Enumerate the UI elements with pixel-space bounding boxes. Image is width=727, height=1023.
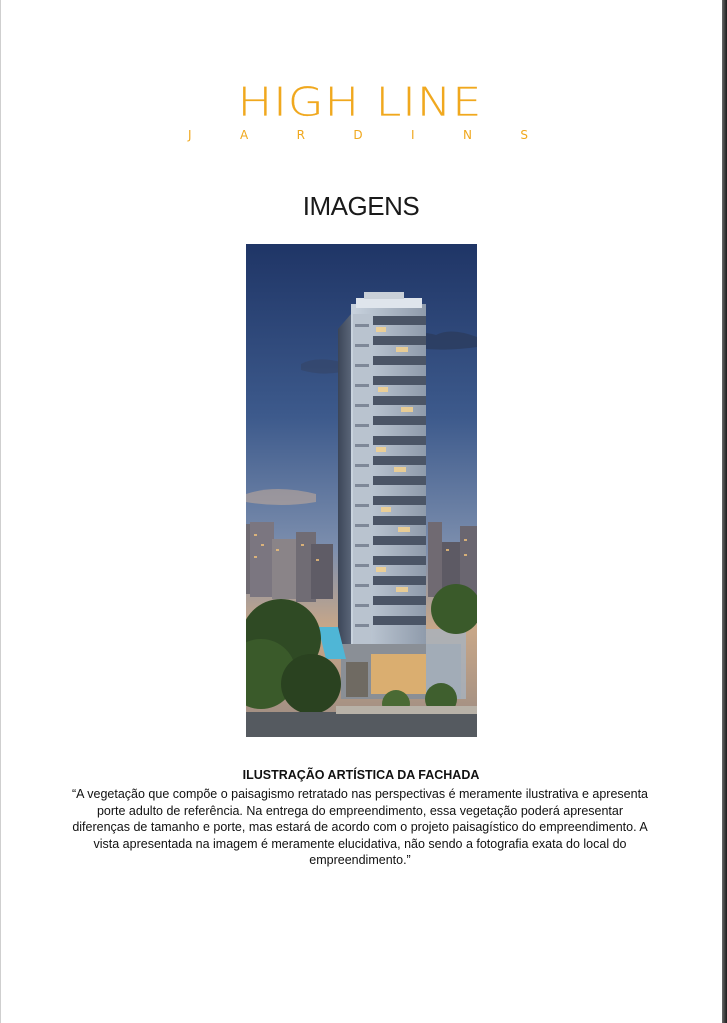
logo-letter: S xyxy=(520,128,528,142)
logo-letter: I xyxy=(410,128,415,142)
logo-title: HIGH LINE xyxy=(237,78,483,125)
logo-letter: D xyxy=(353,128,363,142)
logo-letter: R xyxy=(296,128,305,142)
caption-title: ILUSTRAÇÃO ARTÍSTICA DA FACHADA xyxy=(242,768,480,782)
logo-letter: J xyxy=(188,128,192,142)
logo-subtitle xyxy=(188,128,528,142)
section-heading: IMAGENS xyxy=(302,191,420,221)
caption-disclaimer: “A vegetação que compõe o paisagismo retratado nas perspectivas é meramente ilustrativa e apresenta porte adulto de referência. Na entrega do empreendimento, essa vegetação poderá apresentar diferenças de tamanho e porte, mas estará de acordo com o projeto paisagístico do empreendimento. A vista apresentada na imagem é meramente elucidativa, não sendo a fotografia exata do local do empreendimento.” xyxy=(71,787,649,867)
logo-letter: N xyxy=(462,128,472,142)
building-facade-image xyxy=(246,244,477,737)
page-edge-left xyxy=(0,0,1,1023)
logo-letter: A xyxy=(239,128,249,142)
page-edge-shadow xyxy=(722,0,727,1023)
